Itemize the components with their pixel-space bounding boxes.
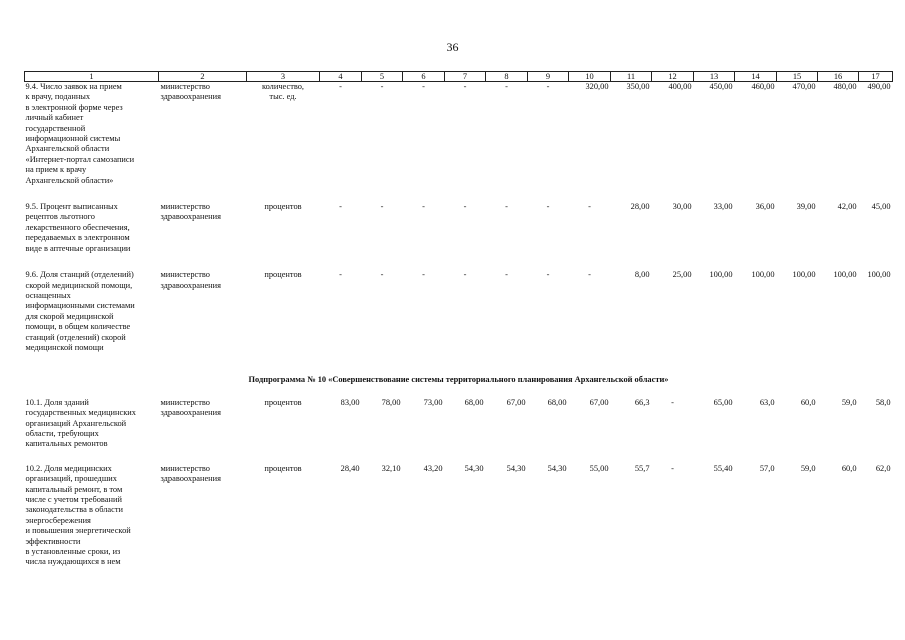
header-row: [25, 72, 893, 82]
column-header: 9: [528, 72, 569, 82]
column-header: 14: [735, 72, 777, 82]
value-cell: 8,00: [634, 270, 650, 280]
column-header: 13: [694, 72, 735, 82]
value-cell: 78,00: [381, 397, 401, 407]
value-cell: -: [380, 82, 384, 91]
column-header: 16: [818, 72, 859, 82]
value-cell: 100,00: [792, 270, 816, 280]
subprogram-section: [25, 369, 893, 397]
value-cell: -: [339, 270, 342, 280]
value-cell: 67,00: [506, 397, 526, 407]
value-cell: -: [463, 270, 467, 280]
value-cell: 460,00: [751, 82, 775, 91]
value-cell: 62,0: [875, 463, 891, 473]
value-cell: 60,0: [800, 397, 816, 407]
value-cell: 25,00: [672, 270, 692, 280]
value-cell: -: [588, 270, 591, 280]
value-cell: 450,00: [709, 82, 733, 91]
value-cell: -: [546, 82, 550, 91]
value-cell: 54,30: [547, 463, 567, 473]
value-cell: 63,0: [759, 397, 775, 407]
value-cell: 400,00: [668, 82, 692, 91]
value-cell: 100,00: [751, 270, 775, 280]
value-cell: -: [422, 270, 425, 280]
value-cell: 55,40: [713, 463, 733, 473]
unit-of-measure: процентов: [264, 270, 302, 280]
column-header: 2: [159, 72, 247, 82]
value-cell: 43,20: [423, 463, 443, 473]
page-number: 36: [446, 40, 459, 54]
table-row: [25, 464, 893, 582]
value-cell: 100,00: [867, 270, 891, 280]
column-header: 5: [362, 72, 403, 82]
value-cell: -: [505, 202, 508, 212]
value-cell: -: [671, 397, 674, 407]
value-cell: 55,00: [589, 463, 609, 473]
subprogram-row: [25, 369, 893, 397]
column-header: 6: [403, 72, 445, 82]
value-cell: 45,00: [871, 202, 891, 212]
column-header: 12: [652, 72, 694, 82]
rows-section-a: [25, 82, 893, 370]
column-header: 11: [611, 72, 652, 82]
value-cell: -: [671, 463, 674, 473]
value-cell: 67,00: [589, 397, 609, 407]
unit-of-measure: процентов: [264, 397, 302, 407]
value-cell: 490,00: [867, 82, 891, 91]
table-row: [25, 82, 893, 203]
indicator-name: 10.2. Доля медицинских организаций, прошедших капитальный ремонт, в том числе с учетом требований законодательства в области энергосбережения и повышения энергетической эффективности в установленные сроки, из числа нуждающихся в нем: [25, 463, 131, 567]
table-row: [25, 270, 893, 369]
indicators-table: [24, 71, 893, 582]
indicator-name: 9.6. Доля станций (отделений) скорой медицинской помощи, оснащенных информационными системами для скорой медицинской помощи, в общем количестве станций (отделений) скорой медицинской помощи: [25, 270, 135, 352]
responsible-body: министерство здравоохранения: [160, 202, 221, 222]
value-cell: 54,30: [464, 463, 484, 473]
value-cell: 480,00: [833, 82, 857, 91]
indicator-name: 9.4. Число заявок на прием к врачу, поданных в электронной форме через личный кабинет государственной информационной системы Архангельской области «Интернет-портал самозаписи на прием к врачу Архангельской области»: [25, 82, 135, 185]
column-header: 8: [486, 72, 528, 82]
value-cell: -: [505, 82, 508, 91]
value-cell: 28,00: [630, 202, 650, 212]
column-header: 1: [25, 72, 159, 82]
value-cell: 59,0: [841, 397, 857, 407]
table-row: [25, 398, 893, 464]
rows-section-b: [25, 398, 893, 582]
value-cell: 100,00: [833, 270, 857, 280]
value-cell: -: [380, 202, 384, 212]
value-cell: -: [339, 82, 342, 91]
column-header: 7: [445, 72, 486, 82]
value-cell: -: [546, 202, 550, 212]
value-cell: 59,0: [800, 463, 816, 473]
value-cell: 60,0: [841, 463, 857, 473]
value-cell: -: [422, 202, 425, 212]
value-cell: -: [505, 270, 508, 280]
value-cell: 65,00: [713, 397, 733, 407]
indicator-name: 10.1. Доля зданий государственных медицинских организаций Архангельской области, требующих капитальных ремонтов: [25, 397, 136, 449]
value-cell: 73,00: [423, 397, 443, 407]
column-header: 3: [247, 72, 320, 82]
responsible-body: министерство здравоохранения: [160, 463, 221, 484]
responsible-body: министерство здравоохранения: [160, 270, 221, 290]
responsible-body: министерство здравоохранения: [160, 82, 221, 102]
value-cell: 32,10: [381, 463, 401, 473]
responsible-body: министерство здравоохранения: [160, 397, 221, 418]
value-cell: 33,00: [713, 202, 733, 212]
unit-of-measure: процентов: [264, 202, 302, 212]
value-cell: 54,30: [506, 463, 526, 473]
value-cell: 68,00: [547, 397, 567, 407]
subprogram-title: Подпрограмма № 10 «Совершенствование системы территориального планирования Архангельской области»: [248, 375, 669, 385]
value-cell: 42,00: [837, 202, 857, 212]
value-cell: 320,00: [585, 82, 609, 91]
indicator-name: 9.5. Процент выписанных рецептов льготного лекарственного обеспечения, передаваемых в электронном виде в аптечные организации: [25, 202, 131, 253]
value-cell: -: [546, 270, 550, 280]
value-cell: -: [380, 270, 384, 280]
value-cell: 470,00: [792, 82, 816, 91]
value-cell: -: [463, 82, 467, 91]
table-row: [25, 202, 893, 270]
value-cell: -: [339, 202, 342, 212]
value-cell: -: [588, 202, 591, 212]
value-cell: 68,00: [464, 397, 484, 407]
value-cell: 39,00: [796, 202, 816, 212]
column-header: 10: [569, 72, 611, 82]
column-header: 4: [320, 72, 362, 82]
column-header: 17: [859, 72, 893, 82]
value-cell: 55,7: [634, 463, 650, 473]
value-cell: 36,00: [755, 202, 775, 212]
value-cell: 57,0: [759, 463, 775, 473]
unit-of-measure: количество, тыс. ед.: [261, 82, 305, 102]
value-cell: 66,3: [634, 397, 650, 407]
value-cell: -: [422, 82, 425, 91]
value-cell: 30,00: [672, 202, 692, 212]
value-cell: 83,00: [340, 397, 360, 407]
value-cell: 58,0: [875, 397, 891, 407]
value-cell: 100,00: [709, 270, 733, 280]
value-cell: 28,40: [340, 463, 360, 473]
column-header: 15: [777, 72, 818, 82]
value-cell: -: [463, 202, 467, 212]
value-cell: 350,00: [626, 82, 650, 91]
unit-of-measure: процентов: [264, 463, 302, 473]
